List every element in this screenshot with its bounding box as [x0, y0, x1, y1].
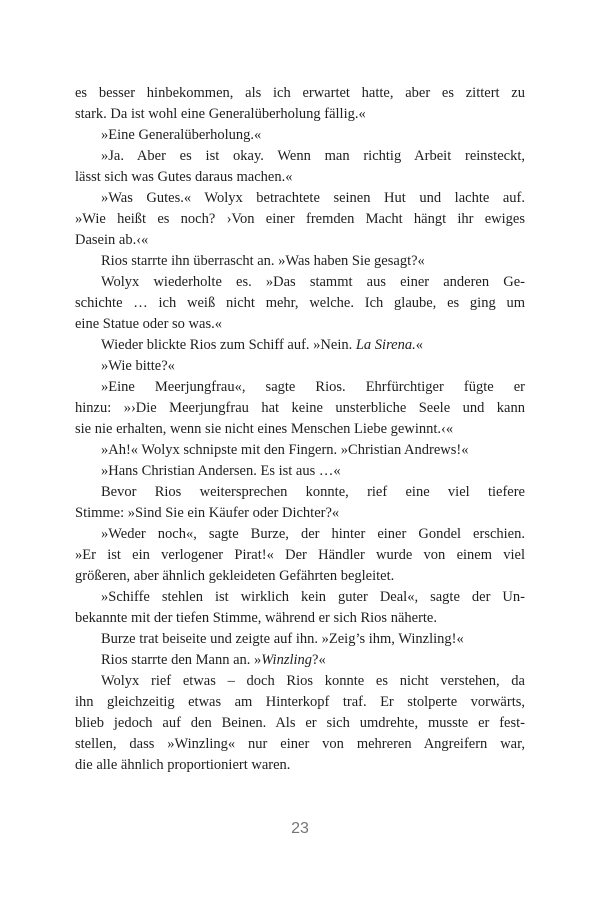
text-line: [75, 335, 525, 356]
text-segment: »Eine Meerjungfrau«, sagte Rios. Ehrfürchtiger fügte er: [101, 379, 525, 395]
text-segment: blieb jedoch auf den Beinen. Als er sich umdrehte, musste er fest-: [75, 715, 525, 731]
text-line: [75, 545, 525, 566]
text-segment: »Weder noch«, sagte Burze, der hinter einer Gondel erschien.: [101, 526, 525, 542]
text-segment: Wolyx wiederholte es. »Das stammt aus einer anderen Ge-: [101, 274, 525, 290]
text-segment: sie nie erhalten, wenn sie nicht eines Menschen Liebe gewinnt.‹«: [75, 421, 454, 437]
text-segment: schichte … ich weiß nicht mehr, welche. Ich glaube, es ging um: [75, 295, 525, 311]
text-segment: «: [415, 337, 423, 353]
text-line: [75, 524, 525, 545]
paragraph: [75, 461, 525, 482]
text-line: [75, 188, 525, 209]
text-segment: »Ja. Aber es ist okay. Wenn man richtig Arbeit reinsteckt,: [101, 148, 525, 164]
text-segment: ihn gleichzeitig etwas am Hinterkopf traf. Er stolperte vorwärts,: [75, 694, 525, 710]
paragraph: [75, 650, 525, 671]
text-line: [75, 461, 525, 482]
text-segment: lässt sich was Gutes daraus machen.«: [75, 169, 293, 185]
text-line: [75, 650, 525, 671]
text-segment: »Schiffe stehlen ist wirklich kein guter Deal«, sagte der Un-: [101, 589, 525, 605]
text-segment: Dasein ab.‹«: [75, 232, 149, 248]
text-segment: Wieder blickte Rios zum Schiff auf. »Nein.: [101, 337, 356, 353]
text-line: [75, 230, 525, 251]
italic-text: La Sirena.: [355, 337, 416, 353]
text-line: [75, 272, 525, 293]
text-line: [75, 566, 525, 587]
text-segment: »Er ist ein verlogener Pirat!« Der Händler wurde von einem viel: [75, 547, 525, 563]
text-segment: stark. Da ist wohl eine Generalüberholung fällig.«: [75, 106, 366, 122]
text-line: [75, 398, 525, 419]
text-segment: ?«: [312, 652, 326, 668]
page-number: 23: [291, 820, 309, 837]
paragraph: [75, 377, 525, 440]
text-line: [75, 503, 525, 524]
paragraph: [75, 440, 525, 461]
text-line: [75, 713, 525, 734]
text-line: [75, 209, 525, 230]
text-segment: hinzu: »›Die Meerjungfrau hat keine unsterbliche Seele und kann: [75, 400, 525, 416]
paragraph: [75, 272, 525, 335]
text-line: [75, 314, 525, 335]
text-segment: größeren, aber ähnlich gekleideten Gefährten begleitet.: [75, 568, 395, 584]
paragraph: [75, 524, 525, 587]
paragraph: [75, 251, 525, 272]
text-line: [75, 482, 525, 503]
paragraph: [75, 125, 525, 146]
text-line: [75, 629, 525, 650]
text-line: [75, 692, 525, 713]
text-segment: »Hans Christian Andersen. Es ist aus …«: [101, 463, 341, 479]
text-block: [75, 83, 525, 776]
text-line: [75, 377, 525, 398]
text-segment: eine Statue oder so was.«: [75, 316, 222, 332]
paragraph: [75, 356, 525, 377]
text-segment: »Wie bitte?«: [101, 358, 175, 374]
paragraph: [75, 587, 525, 629]
text-segment: Bevor Rios weitersprechen konnte, rief eine viel tiefere: [101, 484, 525, 500]
text-line: [75, 104, 525, 125]
text-segment: Stimme: »Sind Sie ein Käufer oder Dichter?«: [75, 505, 340, 521]
text-line: [75, 440, 525, 461]
paragraph: [75, 335, 525, 356]
paragraph: [75, 671, 525, 776]
italic-text: Winzling: [261, 652, 313, 668]
text-segment: »Eine Generalüberholung.«: [101, 127, 262, 143]
text-line: [75, 755, 525, 776]
text-segment: bekannte mit der tiefen Stimme, während er sich Rios näherte.: [75, 610, 437, 626]
text-segment: es besser hinbekommen, als ich erwartet hatte, aber es zittert zu: [75, 85, 525, 101]
text-segment: Burze trat beiseite und zeigte auf ihn. »Zeig’s ihm, Winzling!«: [101, 631, 464, 647]
text-segment: »Was Gutes.« Wolyx betrachtete seinen Hut und lachte auf.: [101, 190, 525, 206]
text-line: [75, 671, 525, 692]
text-line: [75, 251, 525, 272]
text-line: [75, 608, 525, 629]
text-segment: Rios starrte ihn überrascht an. »Was haben Sie gesagt?«: [101, 253, 425, 269]
paragraph: [75, 482, 525, 524]
paragraph: [75, 83, 525, 125]
paragraph: [75, 146, 525, 188]
text-segment: stellen, dass »Winzling« nur einer von mehreren Angreifern war,: [75, 736, 525, 752]
text-segment: Wolyx rief etwas – doch Rios konnte es nicht verstehen, da: [101, 673, 525, 689]
text-line: [75, 146, 525, 167]
text-line: [75, 419, 525, 440]
text-line: [75, 356, 525, 377]
text-segment: »Wie heißt es noch? ›Von einer fremden Macht hängt ihr ewiges: [75, 211, 525, 227]
paragraph: [75, 188, 525, 251]
text-segment: Rios starrte den Mann an. »: [101, 652, 262, 668]
text-line: [75, 587, 525, 608]
text-segment: die alle ähnlich proportioniert waren.: [75, 757, 291, 773]
text-line: [75, 167, 525, 188]
text-line: [75, 293, 525, 314]
text-segment: »Ah!« Wolyx schnipste mit den Fingern. »Christian Andrews!«: [101, 442, 469, 458]
paragraph: [75, 629, 525, 650]
text-line: [75, 83, 525, 104]
text-line: [75, 734, 525, 755]
text-line: [75, 125, 525, 146]
